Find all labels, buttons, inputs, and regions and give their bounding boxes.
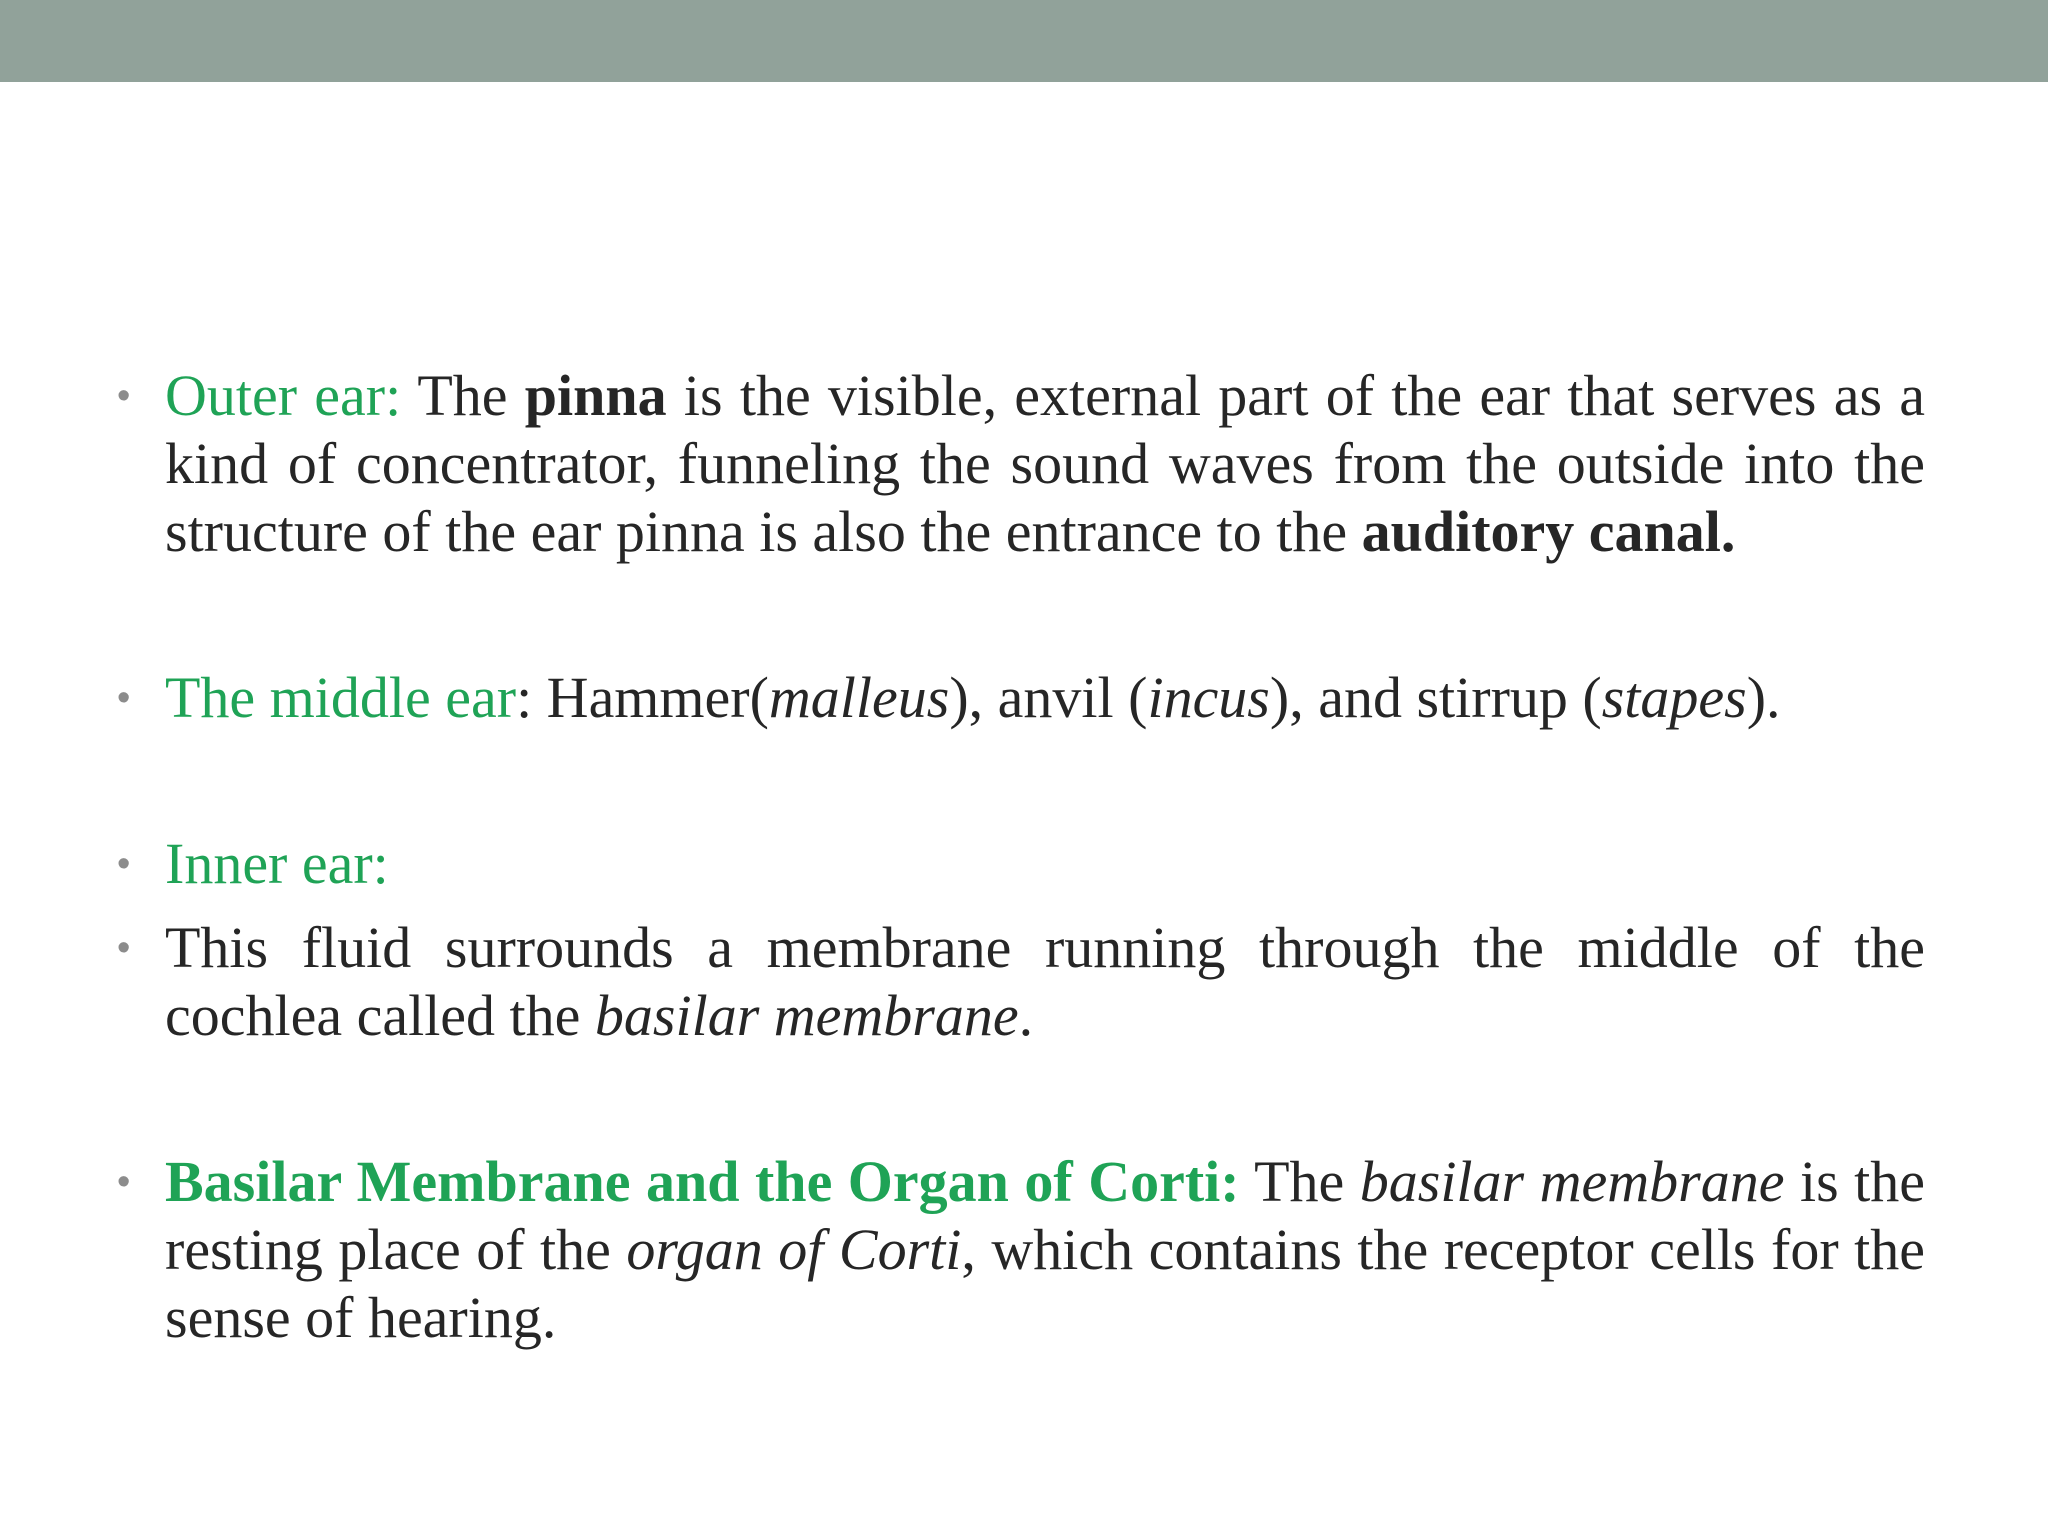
basilar-corti-text: is the resting place of the [165, 1149, 1925, 1282]
middle-ear-text: : Hammer( [516, 665, 769, 730]
bullet-middle-ear [115, 664, 1925, 732]
outer-ear-heading: Outer ear: [165, 363, 402, 428]
outer-ear-text: The [401, 363, 525, 428]
outer-ear-text: is the visible, external part of the ear that serves as a kind of concentrator, funneling the sound waves from the outside into the structure of the ear pinna is also the entrance to the [165, 363, 1926, 564]
organ-of-corti-term: organ of Corti [626, 1217, 962, 1282]
bullet-dot: • [117, 375, 131, 417]
basilar-corti-text: , which contains the receptor cells for the sense of hearing. [165, 1217, 1925, 1350]
basilar-membrane-term: basilar membrane [594, 983, 1019, 1048]
inner-ear-heading: Inner ear: [165, 831, 389, 896]
middle-ear-heading: The middle ear [165, 665, 517, 730]
top-accent-band [0, 0, 2048, 82]
fluid-membrane-text: This fluid surrounds a membrane running through the middle of the cochlea called the [165, 915, 1925, 1048]
pinna-term: pinna [524, 363, 667, 428]
bullet-inner-ear [115, 830, 1925, 898]
fluid-membrane-text: . [1018, 983, 1034, 1048]
auditory-canal-term: auditory canal. [1361, 499, 1736, 564]
bullet-outer-ear [115, 362, 1925, 566]
bullet-dot: • [117, 843, 131, 885]
bullet-dot: • [117, 677, 131, 719]
basilar-corti-text: The [1239, 1149, 1360, 1214]
middle-ear-text: ), and stirrup ( [1269, 665, 1602, 730]
middle-ear-text: ), anvil ( [949, 665, 1148, 730]
middle-ear-text: ). [1746, 665, 1781, 730]
bullet-fluid-membrane [115, 914, 1925, 1050]
basilar-membrane-term: basilar membrane [1359, 1149, 1785, 1214]
bullet-dot: • [117, 1161, 131, 1203]
incus-term: incus [1147, 665, 1270, 730]
bullet-dot: • [117, 927, 131, 969]
malleus-term: malleus [768, 665, 950, 730]
slide-body [115, 362, 1925, 1352]
stapes-term: stapes [1601, 665, 1747, 730]
basilar-corti-heading: Basilar Membrane and the Organ of Corti: [165, 1149, 1240, 1214]
bullet-basilar-corti [115, 1148, 1925, 1352]
